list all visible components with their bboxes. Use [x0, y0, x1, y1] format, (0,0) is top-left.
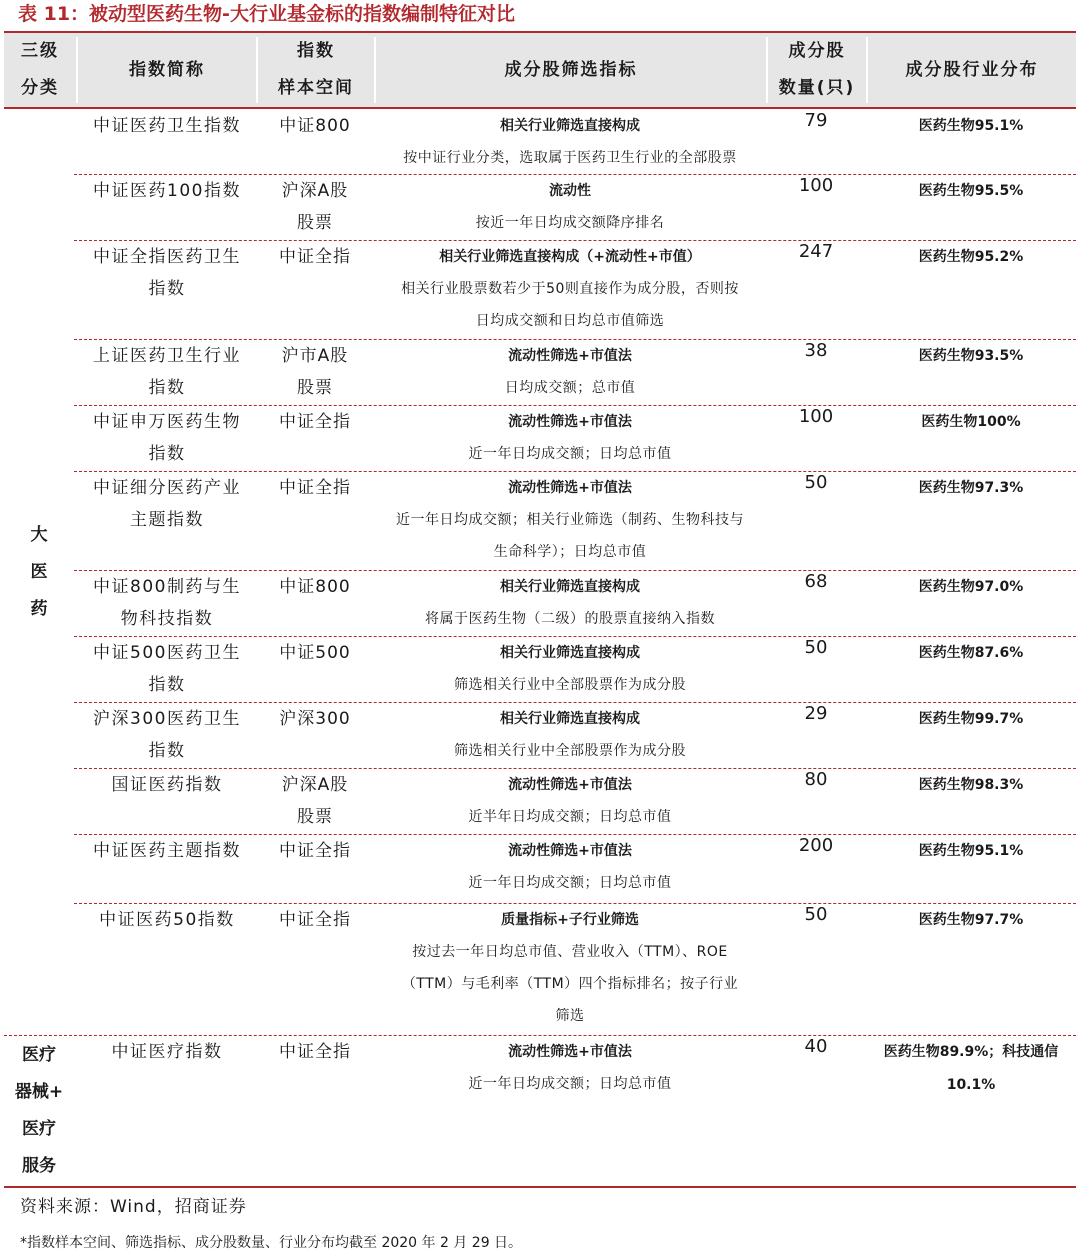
industry-dist: 医药生物87.6% [918, 645, 1024, 661]
criteria-title: 质量指标+子行业筛选 [501, 912, 639, 928]
constituent-count: 79 [804, 110, 828, 131]
criteria-title: 相关行业筛选直接构成 [500, 118, 640, 134]
constituent-count: 50 [804, 637, 828, 658]
table-row [4, 472, 1076, 570]
sample-space-cell [256, 1036, 374, 1068]
table-row [4, 571, 1076, 636]
sample-space: 沪深A股 [281, 181, 349, 201]
industry-dist-cell [866, 175, 1076, 208]
category-line: 器械+ [14, 1082, 64, 1102]
criteria-desc: 按近一年日均成交额降序排名 [475, 215, 665, 231]
sample-space: 中证800 [279, 577, 351, 597]
constituent-count: 38 [804, 340, 828, 361]
index-name: 指数 [148, 675, 186, 695]
index-name-cell [78, 904, 256, 936]
category-char: 医 [30, 562, 48, 582]
sample-space-cell [256, 703, 374, 735]
industry-dist-cell [866, 472, 1076, 505]
constituent-count-cell [766, 703, 866, 724]
criteria-cell [374, 241, 766, 337]
header-count [768, 33, 866, 107]
criteria-title: 流动性 [549, 183, 591, 199]
index-name: 指数 [148, 444, 186, 464]
sample-space-cell [256, 769, 374, 833]
industry-dist-cell [866, 571, 1076, 604]
index-name-cell [78, 406, 256, 470]
index-name-cell [78, 1036, 256, 1068]
criteria-cell [374, 637, 766, 701]
criteria-desc: 近一年日均成交额；日均总市值 [468, 1076, 672, 1092]
table-row [4, 904, 1076, 1034]
constituent-count: 29 [804, 703, 828, 724]
criteria-desc: 按过去一年日均总市值、营业收入（TTM）、ROE [412, 944, 728, 960]
industry-dist: 医药生物95.1% [918, 118, 1024, 134]
header-space-line2: 样本空间 [278, 78, 354, 98]
industry-dist-cell [866, 637, 1076, 670]
sample-space-cell [256, 472, 374, 504]
criteria-cell [374, 340, 766, 404]
industry-dist: 医药生物97.7% [918, 912, 1024, 928]
criteria-cell [374, 406, 766, 470]
criteria-desc: 按中证行业分类，选取属于医药卫生行业的全部股票 [403, 150, 737, 166]
index-name: 中证医疗指数 [111, 1042, 223, 1062]
sample-space: 中证全指 [279, 412, 351, 432]
index-name: 中证医药50指数 [99, 910, 235, 930]
sample-space: 中证全指 [279, 247, 351, 267]
criteria-desc: 日均成交额和日均总市值筛选 [475, 313, 665, 329]
criteria-desc: 近一年日均成交额；日均总市值 [468, 446, 672, 462]
sample-space: 沪深300 [279, 709, 351, 729]
index-name: 中证医药主题指数 [93, 841, 241, 861]
criteria-cell [374, 1036, 766, 1100]
criteria-title: 相关行业筛选直接构成 [500, 579, 640, 595]
industry-dist-cell [866, 835, 1076, 868]
criteria-title: 流动性筛选+市值法 [508, 843, 632, 859]
criteria-title: 流动性筛选+市值法 [508, 414, 632, 430]
index-name: 物科技指数 [120, 609, 214, 629]
sample-space-cell [256, 340, 374, 404]
criteria-cell [374, 904, 766, 1032]
index-name-cell [78, 637, 256, 701]
table-header [4, 33, 1076, 109]
header-category [4, 33, 76, 107]
constituent-count-cell [766, 472, 866, 493]
constituent-count: 247 [798, 241, 834, 262]
index-name: 指数 [148, 378, 186, 398]
industry-dist: 医药生物93.5% [918, 348, 1024, 364]
criteria-desc: 生命科学）；日均总市值 [493, 544, 647, 560]
constituent-count: 80 [804, 769, 828, 790]
table-row [4, 110, 1076, 174]
table-row [4, 340, 1076, 405]
industry-dist: 医药生物95.5% [918, 183, 1024, 199]
sample-space: 股票 [297, 807, 333, 827]
criteria-title: 流动性筛选+市值法 [508, 1044, 632, 1060]
industry-dist: 医药生物99.7% [918, 711, 1024, 727]
criteria-cell [374, 110, 766, 174]
criteria-desc: 筛选相关行业中全部股票作为成分股 [454, 677, 686, 693]
constituent-count: 200 [798, 835, 834, 856]
index-name: 沪深300医药卫生 [93, 709, 241, 729]
header-space-line1: 指数 [297, 41, 335, 61]
sample-space-cell [256, 175, 374, 239]
index-name: 指数 [148, 279, 186, 299]
table-row [4, 175, 1076, 240]
sample-space-cell [256, 637, 374, 669]
header-name [78, 33, 256, 107]
criteria-desc: 将属于医药生物（二级）的股票直接纳入指数 [425, 611, 715, 627]
constituent-count-cell [766, 835, 866, 856]
industry-dist: 医药生物98.3% [918, 777, 1024, 793]
category-line: 医疗 [22, 1119, 56, 1139]
sample-space: 沪深A股 [281, 775, 349, 795]
constituent-count-cell [766, 175, 866, 196]
sample-space-cell [256, 241, 374, 273]
sample-space: 中证全指 [279, 1042, 351, 1062]
constituent-count: 50 [804, 472, 828, 493]
index-name-cell [78, 472, 256, 536]
criteria-title: 相关行业筛选直接构成（+流动性+市值） [439, 249, 701, 265]
industry-dist-cell [866, 110, 1076, 143]
category-char: 药 [30, 599, 48, 619]
criteria-desc: 近一年日均成交额；日均总市值 [468, 875, 672, 891]
sample-space: 中证500 [279, 643, 351, 663]
constituent-count-cell [766, 340, 866, 361]
sample-space: 沪市A股 [281, 346, 349, 366]
constituent-count: 40 [804, 1036, 828, 1057]
criteria-title: 相关行业筛选直接构成 [500, 645, 640, 661]
group-separator [4, 1035, 1076, 1036]
criteria-cell [374, 175, 766, 239]
table-row [4, 241, 1076, 339]
index-name-cell [78, 110, 256, 142]
criteria-desc: 近一年日均成交额；相关行业筛选（制药、生物科技与 [396, 512, 744, 528]
index-name: 中证医药100指数 [93, 181, 241, 201]
table-bottom-rule [4, 1186, 1076, 1188]
index-name: 中证800制药与生 [93, 577, 241, 597]
index-name-cell [78, 571, 256, 635]
industry-dist-cell [866, 769, 1076, 802]
criteria-cell [374, 571, 766, 635]
index-name: 中证申万医药生物 [93, 412, 241, 432]
source-note: 资料来源：Wind，招商证券 [20, 1197, 247, 1217]
header-dist [868, 33, 1076, 107]
criteria-desc: 相关行业股票数若少于50则直接作为成分股，否则按 [401, 281, 739, 297]
industry-dist-cell [866, 241, 1076, 274]
constituent-count: 100 [798, 175, 834, 196]
sample-space-cell [256, 835, 374, 867]
sample-space: 股票 [297, 213, 333, 233]
criteria-cell [374, 703, 766, 767]
sample-space: 中证全指 [279, 841, 351, 861]
constituent-count-cell [766, 241, 866, 262]
table-row [4, 703, 1076, 768]
header-name-label: 指数简称 [129, 59, 205, 80]
industry-dist: 医药生物97.3% [918, 480, 1024, 496]
industry-dist-cell [866, 406, 1076, 439]
industry-dist: 医药生物95.2% [918, 249, 1024, 265]
header-category-line2: 分类 [21, 78, 59, 98]
index-name-cell [78, 835, 256, 867]
criteria-desc: 筛选 [555, 1008, 585, 1024]
criteria-title: 流动性筛选+市值法 [508, 348, 632, 364]
footnote: *指数样本空间、筛选指标、成分股数量、行业分布均截至 2020 年 2 月 29 日。 [20, 1235, 523, 1251]
index-name: 主题指数 [130, 510, 204, 530]
constituent-count: 100 [798, 406, 834, 427]
sample-space-cell [256, 406, 374, 438]
header-space [258, 33, 374, 107]
category-line: 服务 [22, 1156, 56, 1176]
criteria-desc: 筛选相关行业中全部股票作为成分股 [454, 743, 686, 759]
sample-space-cell [256, 571, 374, 603]
table-row [4, 637, 1076, 702]
index-name-cell [78, 769, 256, 801]
industry-dist: 医药生物89.9%；科技通信 [883, 1044, 1059, 1060]
index-name-cell [78, 340, 256, 404]
constituent-count-cell [766, 1036, 866, 1057]
header-dist-label: 成分股行业分布 [905, 59, 1039, 80]
sample-space: 中证全指 [279, 910, 351, 930]
criteria-title: 相关行业筛选直接构成 [500, 711, 640, 727]
index-name-cell [78, 703, 256, 767]
constituent-count-cell [766, 110, 866, 131]
criteria-desc: （TTM）与毛利率（TTM）四个指标排名；按子行业 [401, 976, 739, 992]
constituent-count: 68 [804, 571, 828, 592]
header-count-line2: 数量(只) [778, 78, 856, 98]
criteria-title: 流动性筛选+市值法 [508, 480, 632, 496]
criteria-cell [374, 835, 766, 899]
table-title: 表 11：被动型医药生物-大行业基金标的指数编制特征对比 [18, 3, 515, 25]
industry-dist-cell [866, 703, 1076, 736]
sample-space: 中证全指 [279, 478, 351, 498]
header-criteria [376, 33, 766, 107]
sample-space-cell [256, 904, 374, 936]
category-char: 大 [30, 525, 48, 545]
constituent-count-cell [766, 769, 866, 790]
criteria-desc: 日均成交额；总市值 [504, 380, 636, 396]
industry-dist-cell [866, 340, 1076, 373]
index-name: 中证500医药卫生 [93, 643, 241, 663]
table-row [4, 769, 1076, 834]
table-row [4, 835, 1076, 903]
industry-dist: 10.1% [946, 1077, 996, 1093]
table-row [4, 1036, 1076, 1186]
index-name: 中证细分医药产业 [93, 478, 241, 498]
index-name: 中证医药卫生指数 [93, 116, 241, 136]
header-count-line1: 成分股 [788, 41, 846, 61]
criteria-title: 流动性筛选+市值法 [508, 777, 632, 793]
constituent-count-cell [766, 904, 866, 925]
criteria-cell [374, 769, 766, 833]
criteria-desc: 近半年日均成交额；日均总市值 [468, 809, 672, 825]
sample-space: 中证800 [279, 116, 351, 136]
constituent-count-cell [766, 571, 866, 592]
category-line: 医疗 [22, 1045, 56, 1065]
criteria-cell [374, 472, 766, 568]
industry-dist-cell [866, 1036, 1076, 1102]
sample-space-cell [256, 110, 374, 142]
index-name: 指数 [148, 741, 186, 761]
constituent-count-cell [766, 406, 866, 427]
industry-dist: 医药生物97.0% [918, 579, 1024, 595]
constituent-count-cell [766, 637, 866, 658]
sample-space: 股票 [297, 378, 333, 398]
industry-dist: 医药生物95.1% [918, 843, 1024, 859]
index-name-cell [78, 241, 256, 305]
industry-dist-cell [866, 904, 1076, 937]
index-name: 上证医药卫生行业 [93, 346, 241, 366]
header-criteria-label: 成分股筛选指标 [504, 59, 638, 80]
constituent-count: 50 [804, 904, 828, 925]
industry-dist: 医药生物100% [921, 414, 1021, 430]
index-name-cell [78, 175, 256, 207]
header-category-line1: 三级 [21, 41, 59, 61]
index-name: 中证全指医药卫生 [93, 247, 241, 267]
index-name: 国证医药指数 [111, 775, 223, 795]
table-row [4, 406, 1076, 471]
